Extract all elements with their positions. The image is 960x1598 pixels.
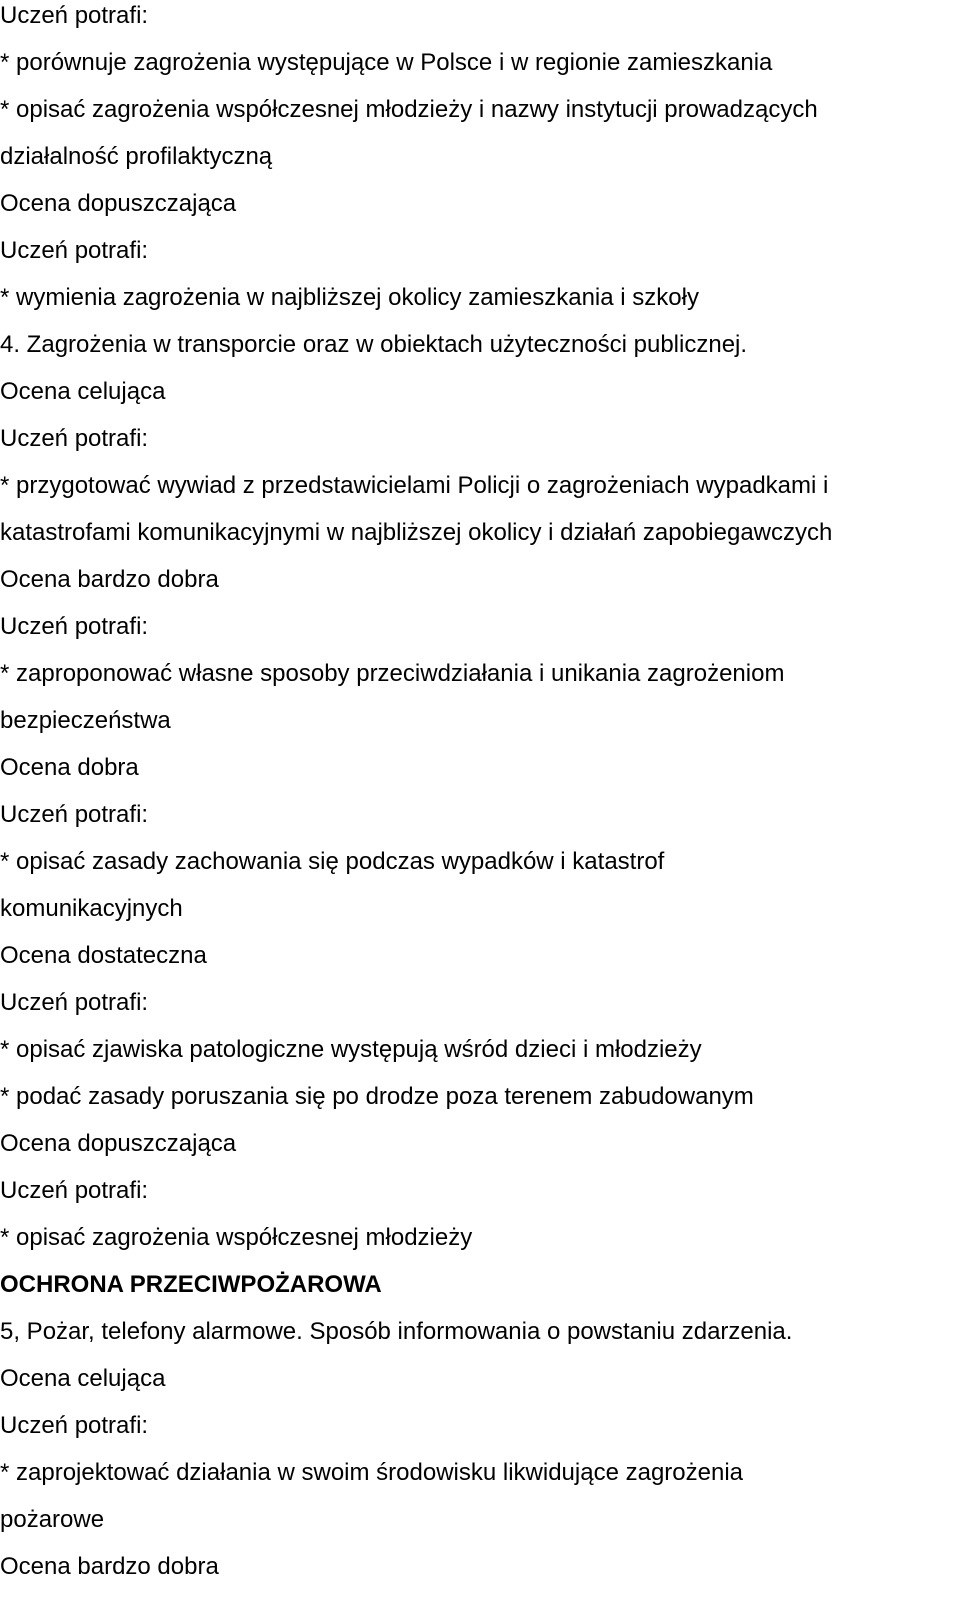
grade-heading: Ocena dostateczna — [0, 942, 207, 969]
requirement-item: * zaproponować własne sposoby przeciwdziałania i unikania zagrożeniom — [0, 660, 785, 687]
requirement-item: * zaprojektować działania w swoim środowisku likwidujące zagrożenia — [0, 1459, 744, 1486]
text-line: komunikacyjnych — [0, 895, 183, 922]
text-line: działalność profilaktyczną — [0, 143, 273, 170]
student-can-label: Uczeń potrafi: — [0, 2, 149, 29]
text-line: pożarowe — [0, 1506, 105, 1533]
requirement-item: * porównuje zagrożenia występujące w Polsce i w regionie zamieszkania — [0, 49, 773, 76]
grade-heading: Ocena celująca — [0, 378, 166, 405]
topic-heading: 4. Zagrożenia w transporcie oraz w obiektach użyteczności publicznej. — [0, 331, 748, 358]
student-can-label: Uczeń potrafi: — [0, 801, 149, 828]
grade-heading: Ocena dobra — [0, 754, 139, 781]
grade-heading: Ocena bardzo dobra — [0, 1553, 219, 1580]
section-heading: OCHRONA PRZECIWPOŻAROWA — [0, 1271, 382, 1298]
requirement-item: * opisać zasady zachowania się podczas wypadków i katastrof — [0, 848, 665, 875]
student-can-label: Uczeń potrafi: — [0, 1412, 149, 1439]
grade-heading: Ocena dopuszczająca — [0, 1130, 237, 1157]
requirement-item: * przygotować wywiad z przedstawicielami Policji o zagrożeniach wypadkami i — [0, 472, 829, 499]
requirement-item: * opisać zagrożenia współczesnej młodzieży — [0, 1224, 473, 1251]
student-can-label: Uczeń potrafi: — [0, 989, 149, 1016]
requirement-item: * opisać zjawiska patologiczne występują wśród dzieci i młodzieży — [0, 1036, 702, 1063]
requirement-item: * podać zasady poruszania się po drodze poza terenem zabudowanym — [0, 1083, 754, 1110]
topic-heading: 5, Pożar, telefony alarmowe. Sposób informowania o powstaniu zdarzenia. — [0, 1318, 793, 1345]
text-line: katastrofami komunikacyjnymi w najbliższej okolicy i działań zapobiegawczych — [0, 519, 833, 546]
student-can-label: Uczeń potrafi: — [0, 425, 149, 452]
requirement-item: * opisać zagrożenia współczesnej młodzieży i nazwy instytucji prowadzących — [0, 96, 818, 123]
requirement-item: * wymienia zagrożenia w najbliższej okolicy zamieszkania i szkoły — [0, 284, 699, 311]
student-can-label: Uczeń potrafi: — [0, 613, 149, 640]
grade-heading: Ocena dopuszczająca — [0, 190, 237, 217]
student-can-label: Uczeń potrafi: — [0, 1177, 149, 1204]
student-can-label: Uczeń potrafi: — [0, 237, 149, 264]
grade-heading: Ocena celująca — [0, 1365, 166, 1392]
grade-heading: Ocena bardzo dobra — [0, 566, 219, 593]
text-line: bezpieczeństwa — [0, 707, 171, 734]
